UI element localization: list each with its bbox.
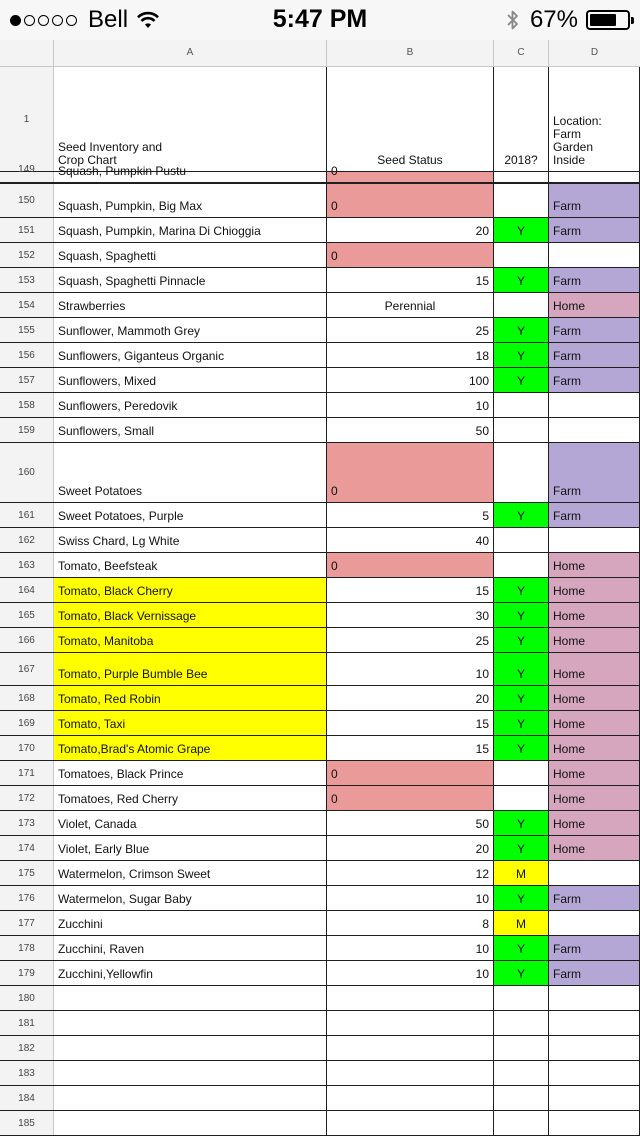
row-number[interactable]: 152: [0, 243, 54, 267]
table-cell-c[interactable]: M: [494, 861, 549, 885]
table-row: [0, 184, 640, 218]
table-row: [0, 553, 640, 578]
table-cell-d[interactable]: Farm: [549, 503, 640, 527]
bluetooth-icon: [506, 8, 520, 32]
table-row: [0, 603, 640, 628]
status-bar: [0, 0, 640, 40]
row-number[interactable]: 172: [0, 786, 54, 810]
row-number[interactable]: 166: [0, 628, 54, 652]
table-cell-d[interactable]: Farm: [549, 343, 640, 367]
table-cell-a[interactable]: Squash, Spaghetti Pinnacle: [54, 268, 327, 292]
table-cell-b[interactable]: 20: [327, 686, 494, 710]
table-cell-a[interactable]: Violet, Canada: [54, 811, 327, 835]
table-cell-b[interactable]: 0: [327, 761, 494, 785]
table-cell-a[interactable]: [54, 986, 327, 1010]
table-row: [0, 886, 640, 911]
table-row: [0, 418, 640, 443]
row-number[interactable]: 181: [0, 1011, 54, 1035]
table-cell-d[interactable]: Farm: [549, 268, 640, 292]
table-cell-b[interactable]: 50: [327, 418, 494, 442]
table-cell-a[interactable]: Squash, Spaghetti: [54, 243, 327, 267]
table-cell-d[interactable]: Home: [549, 653, 640, 685]
table-cell-b[interactable]: 5: [327, 503, 494, 527]
table-cell-b[interactable]: 25: [327, 628, 494, 652]
table-cell-c[interactable]: Y: [494, 578, 549, 602]
table-cell-c[interactable]: Y: [494, 811, 549, 835]
table-row: [0, 911, 640, 936]
table-cell-b[interactable]: [327, 1111, 494, 1135]
table-row: [0, 578, 640, 603]
table-cell-d[interactable]: [549, 1061, 640, 1085]
table-cell-d[interactable]: Farm: [549, 368, 640, 392]
table-row: [0, 653, 640, 686]
table-row: [0, 268, 640, 293]
table-cell-d[interactable]: [549, 1086, 640, 1110]
table-cell-d[interactable]: Home: [549, 836, 640, 860]
spreadsheet[interactable]: [0, 40, 640, 1136]
battery-percent: 67%: [529, 6, 578, 33]
row-number[interactable]: 180: [0, 986, 54, 1010]
table-cell-b[interactable]: 10: [327, 393, 494, 417]
table-cell-c[interactable]: Y: [494, 686, 549, 710]
table-cell-b[interactable]: 0: [327, 786, 494, 810]
status-bar-right: [506, 6, 630, 34]
table-cell-d[interactable]: Home: [549, 628, 640, 652]
table-cell-d[interactable]: Farm: [549, 443, 640, 502]
table-cell-d[interactable]: Farm: [549, 218, 640, 242]
table-cell-a[interactable]: Swiss Chard, Lg White: [54, 528, 327, 552]
table-row: [0, 443, 640, 503]
table-cell-d[interactable]: Farm: [549, 936, 640, 960]
table-cell-b[interactable]: [327, 986, 494, 1010]
table-cell-a[interactable]: Tomato, Black Vernissage: [54, 603, 327, 627]
table-cell-b[interactable]: [327, 1036, 494, 1060]
table-cell-b[interactable]: 15: [327, 736, 494, 760]
table-cell-c[interactable]: [494, 528, 549, 552]
row-number[interactable]: 157: [0, 368, 54, 392]
table-row: [0, 503, 640, 528]
status-time: 5:47 PM: [272, 5, 368, 33]
row-number[interactable]: 162: [0, 528, 54, 552]
table-cell-a[interactable]: [54, 1086, 327, 1110]
column-header-d[interactable]: D: [590, 47, 599, 58]
table-cell-c[interactable]: [494, 1036, 549, 1060]
table-cell-c[interactable]: M: [494, 911, 549, 935]
table-cell-b[interactable]: 15: [327, 578, 494, 602]
table-cell-d[interactable]: Home: [549, 553, 640, 577]
table-row: [0, 628, 640, 653]
row-number[interactable]: 168: [0, 686, 54, 710]
table-cell-b[interactable]: 10: [327, 936, 494, 960]
table-cell-b[interactable]: [327, 1061, 494, 1085]
table-body: [0, 184, 640, 1136]
row-number[interactable]: 154: [0, 293, 54, 317]
table-cell-d[interactable]: [549, 1111, 640, 1135]
table-cell-d[interactable]: [549, 986, 640, 1010]
table-cell-b[interactable]: 100: [327, 368, 494, 392]
table-cell-a[interactable]: Zucchini,Yellowfin: [54, 961, 327, 985]
table-row: [0, 1111, 640, 1136]
table-cell-b[interactable]: 40: [327, 528, 494, 552]
header-d-line: Location:: [553, 114, 602, 128]
table-cell-b[interactable]: 0: [327, 243, 494, 267]
table-cell-c[interactable]: [494, 786, 549, 810]
table-cell-d[interactable]: [549, 861, 640, 885]
table-cell-a[interactable]: Sunflower, Mammoth Grey: [54, 318, 327, 342]
table-cell-c[interactable]: Y: [494, 653, 549, 685]
row-number[interactable]: 183: [0, 1061, 54, 1085]
table-cell-d[interactable]: Home: [549, 711, 640, 735]
table-cell-c[interactable]: Y: [494, 936, 549, 960]
row-number[interactable]: 174: [0, 836, 54, 860]
table-cell-c[interactable]: [494, 1086, 549, 1110]
table-cell-c[interactable]: Y: [494, 711, 549, 735]
table-cell-d[interactable]: [549, 528, 640, 552]
header-a-line: Seed Inventory and: [58, 140, 163, 154]
table-cell-a[interactable]: Strawberries: [54, 293, 327, 317]
header-cell-b[interactable]: Seed Status: [327, 67, 494, 171]
table-cell-b[interactable]: [327, 1011, 494, 1035]
table-cell-a[interactable]: Zucchini, Raven: [54, 936, 327, 960]
table-cell-a[interactable]: Zucchini: [54, 911, 327, 935]
table-cell-a[interactable]: Violet, Early Blue: [54, 836, 327, 860]
table-cell-c[interactable]: [494, 1061, 549, 1085]
table-cell-b[interactable]: 15: [327, 711, 494, 735]
row-number[interactable]: 185: [0, 1111, 54, 1135]
column-header-b[interactable]: B: [327, 40, 494, 66]
table-cell-c[interactable]: Y: [494, 503, 549, 527]
corner-cell[interactable]: [0, 40, 54, 66]
table-cell-c[interactable]: Y: [494, 368, 549, 392]
row-number[interactable]: 159: [0, 418, 54, 442]
row-number[interactable]: 184: [0, 1086, 54, 1110]
column-header-bar: [0, 40, 640, 67]
table-cell-c[interactable]: Y: [494, 836, 549, 860]
row-number[interactable]: 164: [0, 578, 54, 602]
table-cell-d[interactable]: [549, 172, 640, 182]
table-cell-a[interactable]: [54, 1036, 327, 1060]
header-a-line: Crop Chart: [58, 153, 117, 167]
table-row: [0, 861, 640, 886]
table-cell-c[interactable]: [494, 418, 549, 442]
table-row: [0, 243, 640, 268]
table-cell-c[interactable]: [494, 243, 549, 267]
table-cell-a[interactable]: Tomato, Purple Bumble Bee: [54, 653, 327, 685]
column-header-a[interactable]: A: [54, 40, 327, 66]
header-cell-d[interactable]: [549, 67, 640, 171]
table-cell-a[interactable]: Sunflowers, Giganteus Organic: [54, 343, 327, 367]
table-cell-b[interactable]: 10: [327, 886, 494, 910]
row-number[interactable]: 163: [0, 553, 54, 577]
table-cell-d[interactable]: Home: [549, 736, 640, 760]
table-cell-d[interactable]: [549, 911, 640, 935]
table-row: [0, 318, 640, 343]
table-row: [0, 393, 640, 418]
row-number[interactable]: 178: [0, 936, 54, 960]
table-cell-c[interactable]: [494, 553, 549, 577]
row-number[interactable]: 161: [0, 503, 54, 527]
table-cell-a[interactable]: Sunflowers, Peredovik: [54, 393, 327, 417]
table-row: [0, 961, 640, 986]
table-cell-d[interactable]: Home: [549, 293, 640, 317]
table-cell-c[interactable]: [494, 293, 549, 317]
table-cell-b[interactable]: 0: [327, 553, 494, 577]
table-row: [0, 836, 640, 861]
table-cell-a[interactable]: [54, 1061, 327, 1085]
table-cell-b[interactable]: 25: [327, 318, 494, 342]
row-number[interactable]: 165: [0, 603, 54, 627]
table-cell-b[interactable]: 30: [327, 603, 494, 627]
header-d-line: Farm: [553, 127, 581, 141]
table-cell-c[interactable]: [494, 443, 549, 502]
table-cell-b[interactable]: 0: [327, 443, 494, 502]
row-number[interactable]: 171: [0, 761, 54, 785]
table-cell-b[interactable]: Perennial: [327, 293, 494, 317]
table-cell-c[interactable]: [494, 172, 549, 182]
table-cell-b[interactable]: 8: [327, 911, 494, 935]
header-d-line: Inside: [553, 153, 586, 167]
column-header-c[interactable]: C: [494, 40, 549, 66]
table-cell-a[interactable]: Tomato,Brad's Atomic Grape: [54, 736, 327, 760]
table-cell-d[interactable]: Home: [549, 578, 640, 602]
table-row: [0, 736, 640, 761]
table-row: [0, 1011, 640, 1036]
table-row: [0, 786, 640, 811]
table-cell-d[interactable]: [549, 1011, 640, 1035]
table-row: [0, 1036, 640, 1061]
table-cell-c[interactable]: Y: [494, 268, 549, 292]
table-cell-a[interactable]: Tomato, Taxi: [54, 711, 327, 735]
row-number[interactable]: 179: [0, 961, 54, 985]
row-number[interactable]: 151: [0, 218, 54, 242]
table-row: [0, 218, 640, 243]
header-d-line: Garden: [553, 140, 594, 154]
table-cell-d[interactable]: Farm: [549, 961, 640, 985]
table-cell-a[interactable]: Tomato, Black Cherry: [54, 578, 327, 602]
row-number[interactable]: 182: [0, 1036, 54, 1060]
table-cell-b[interactable]: 50: [327, 811, 494, 835]
table-cell-a[interactable]: Tomatoes, Black Prince: [54, 761, 327, 785]
table-cell-d[interactable]: Farm: [549, 184, 640, 217]
battery-icon: [586, 10, 630, 30]
table-cell-a[interactable]: Squash, Pumpkin, Big Max: [54, 184, 327, 217]
row-number[interactable]: 167: [0, 653, 54, 685]
row-number[interactable]: 170: [0, 736, 54, 760]
table-row: [0, 986, 640, 1011]
header-cell-a[interactable]: [54, 67, 327, 171]
table-cell-c[interactable]: [494, 986, 549, 1010]
row-number[interactable]: 175: [0, 861, 54, 885]
table-cell-b[interactable]: 0: [327, 184, 494, 217]
row-number[interactable]: 153: [0, 268, 54, 292]
row-number[interactable]: 158: [0, 393, 54, 417]
table-cell-b[interactable]: 20: [327, 218, 494, 242]
sheet-grid: [0, 67, 640, 1136]
table-cell-d[interactable]: Farm: [549, 886, 640, 910]
table-cell-d[interactable]: Home: [549, 786, 640, 810]
table-cell-a[interactable]: Tomato, Red Robin: [54, 686, 327, 710]
table-cell-d[interactable]: Home: [549, 603, 640, 627]
table-row: [0, 368, 640, 393]
table-cell-a[interactable]: Sunflowers, Small: [54, 418, 327, 442]
table-cell-a[interactable]: Tomatoes, Red Cherry: [54, 786, 327, 810]
table-cell-a[interactable]: Squash, Pumpkin Pustu: [54, 172, 327, 182]
row-number[interactable]: 169: [0, 711, 54, 735]
table-row: [0, 686, 640, 711]
header-row: [0, 67, 640, 172]
row-number[interactable]: 177: [0, 911, 54, 935]
table-row: [0, 711, 640, 736]
table-cell-d[interactable]: [549, 418, 640, 442]
table-cell-b[interactable]: 10: [327, 961, 494, 985]
table-row: [0, 293, 640, 318]
table-cell-d[interactable]: Farm: [549, 318, 640, 342]
row-number[interactable]: 1: [0, 67, 54, 171]
table-row: [0, 1061, 640, 1086]
header-cell-c[interactable]: 2018?: [494, 67, 549, 171]
table-cell-b[interactable]: 0: [327, 172, 494, 182]
table-row: [0, 343, 640, 368]
table-cell-d[interactable]: [549, 393, 640, 417]
table-cell-d[interactable]: Home: [549, 761, 640, 785]
table-row: [0, 811, 640, 836]
table-cell-c[interactable]: [494, 1111, 549, 1135]
row-number[interactable]: 160: [0, 443, 54, 502]
table-cell-c[interactable]: Y: [494, 628, 549, 652]
row-number[interactable]: 173: [0, 811, 54, 835]
partial-row: [0, 163, 640, 184]
table-cell-b[interactable]: 12: [327, 861, 494, 885]
table-cell-b[interactable]: [327, 1086, 494, 1110]
table-cell-a[interactable]: Watermelon, Crimson Sweet: [54, 861, 327, 885]
table-cell-a[interactable]: Sweet Potatoes, Purple: [54, 503, 327, 527]
table-cell-a[interactable]: [54, 1111, 327, 1135]
table-cell-c[interactable]: [494, 184, 549, 217]
table-cell-b[interactable]: 20: [327, 836, 494, 860]
table-cell-d[interactable]: [549, 1036, 640, 1060]
table-cell-c[interactable]: Y: [494, 961, 549, 985]
table-cell-c[interactable]: Y: [494, 603, 549, 627]
row-number[interactable]: 150: [0, 184, 54, 217]
row-number[interactable]: 155: [0, 318, 54, 342]
table-cell-c[interactable]: Y: [494, 736, 549, 760]
table-cell-c[interactable]: [494, 393, 549, 417]
carrier-name: Bell: [88, 6, 129, 33]
table-cell-c[interactable]: Y: [494, 218, 549, 242]
table-cell-b[interactable]: 15: [327, 268, 494, 292]
table-cell-a[interactable]: Sweet Potatoes: [54, 443, 327, 502]
table-cell-a[interactable]: Sunflowers, Mixed: [54, 368, 327, 392]
table-cell-c[interactable]: Y: [494, 343, 549, 367]
table-cell-b[interactable]: 10: [327, 653, 494, 685]
table-cell-a[interactable]: Tomato, Manitoba: [54, 628, 327, 652]
table-cell-d[interactable]: Home: [549, 686, 640, 710]
table-cell-b[interactable]: 18: [327, 343, 494, 367]
row-number[interactable]: 156: [0, 343, 54, 367]
table-cell-c[interactable]: [494, 761, 549, 785]
table-cell-c[interactable]: Y: [494, 886, 549, 910]
table-cell-d[interactable]: Home: [549, 811, 640, 835]
table-cell-a[interactable]: [54, 1011, 327, 1035]
table-row: [0, 528, 640, 553]
table-cell-a[interactable]: Watermelon, Sugar Baby: [54, 886, 327, 910]
table-row: [0, 1086, 640, 1111]
table-cell-a[interactable]: Squash, Pumpkin, Marina Di Chioggia: [54, 218, 327, 242]
table-cell-d[interactable]: [549, 243, 640, 267]
row-number[interactable]: 176: [0, 886, 54, 910]
table-cell-a[interactable]: Tomato, Beefsteak: [54, 553, 327, 577]
table-cell-c[interactable]: Y: [494, 318, 549, 342]
table-row: [0, 761, 640, 786]
row-number[interactable]: 149: [0, 172, 54, 182]
table-row: [0, 936, 640, 961]
table-cell-c[interactable]: [494, 1011, 549, 1035]
